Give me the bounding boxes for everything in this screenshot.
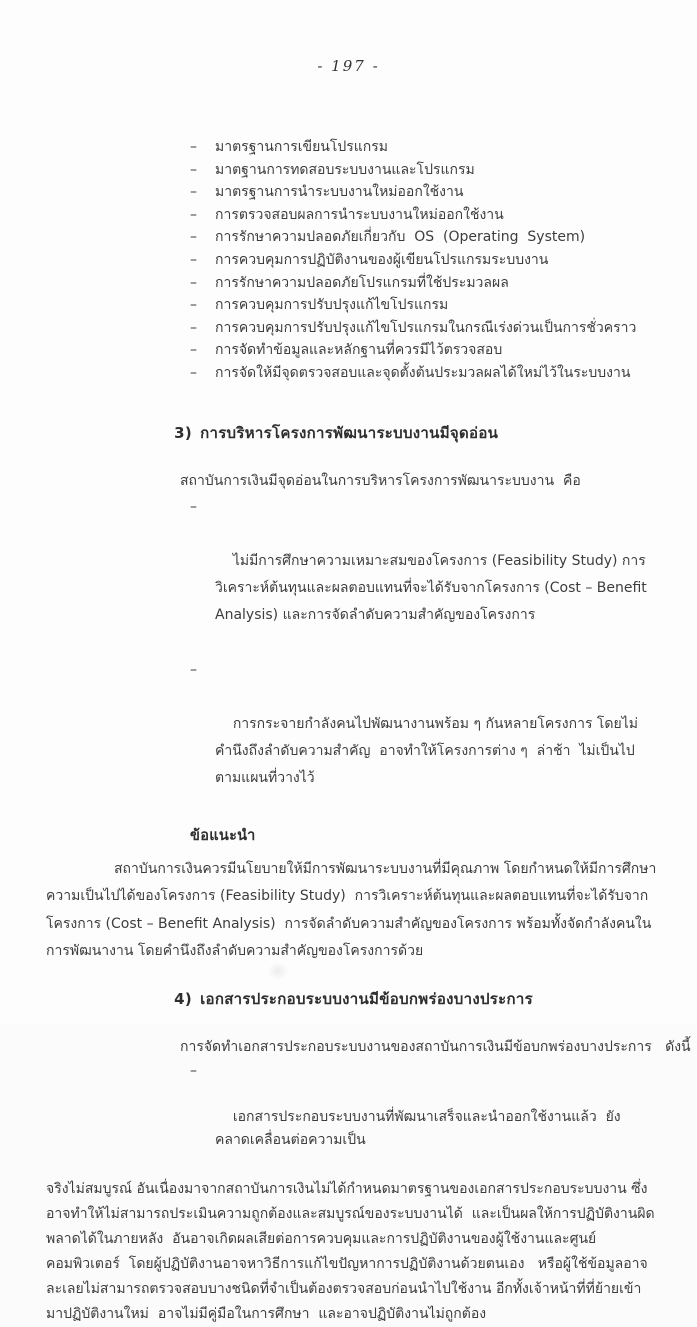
section-3-title: การบริหารโครงการพัฒนาระบบงานมีจุดอ่อน [200,423,499,442]
recommendation-paragraph: สถาบันการเงินควรมีนโยบายให้มีการพัฒนาระบบงานที่มีคุณภาพ โดยกำหนดให้มีการศึกษาความเป็นไปได้ของโครงการ (Feasibility Study) การวิเคราะห์ต้นทุนและผลตอบแทนที่จะได้รับจากโครงการ (Cost – Benefit Analysis) การจัดลำดับความสำคัญของโครงการ พร้อมทั้งจัดกำลังคนในการพัฒนางาน โดยคำนึงถึงลำดับความสำคัญของโครงการด้วย [46,860,657,960]
bullet-dash: – [190,274,197,291]
list-item [190,294,697,317]
list-item [190,339,697,362]
bullet-dash: – [190,161,197,178]
bullet-text: เอกสารประกอบระบบงานที่พัฒนาเสร็จและนำออกใช้งานแล้ว ยังคลาดเคลื่อนต่อความเป็น [215,1108,621,1148]
bullet-dash: – [190,319,197,336]
bullet-dash: – [190,364,197,381]
list-item [190,136,697,159]
list-item [190,272,697,295]
list-item [190,249,697,272]
bullet-dash: – [190,342,197,359]
list-item-text: การควบคุมการปรับปรุงแก้ไขโปรแกรมในกรณีเร่งด่วนเป็นการชั่วคราว [215,319,637,336]
list-item [190,226,697,249]
list-item-text: การรักษาความปลอดภัยโปรแกรมที่ใช้ประมวลผล [215,274,509,291]
list-item [190,159,697,182]
list-item-text: การควบคุมการปฏิบัติงานของผู้เขียนโปรแกรมระบบงาน [215,251,549,268]
list-item-text: มาตรฐานการเขียนโปรแกรม [215,139,389,155]
recommendation-heading: ข้อแนะนำ [190,827,256,844]
list-item-text: การควบคุมการปรับปรุงแก้ไขโปรแกรม [215,297,449,314]
section-4-bullet [190,1060,650,1175]
section-3-bullet-2 [190,657,650,819]
section-4-title: เอกสารประกอบระบบงานมีข้อบกพร่องบางประการ [200,989,533,1008]
bullet-dash: – [190,498,197,515]
standards-checklist [190,136,697,385]
list-item [190,317,697,340]
bullet-dash: – [190,206,197,223]
bullet-dash: – [190,1062,197,1079]
bullet-dash: – [190,251,197,268]
section-4-intro: การจัดทำเอกสารประกอบระบบงานของสถาบันการเงินมีข้อบกพร่องบางประการ ดังนี้ [180,1038,691,1055]
scan-smudge-artifact [268,962,288,980]
bullet-dash: – [190,229,197,246]
section-4-header [152,969,697,1029]
section-3-intro: สถาบันการเงินมีจุดอ่อนในการบริหารโครงการพัฒนาระบบงาน คือ [180,472,581,489]
list-item-text: การตรวจสอบผลการนำระบบงานใหม่ออกใช้งาน [215,206,504,223]
section-3-number: 3) [174,423,192,442]
section-3-bullet-1 [190,494,650,656]
bullet-dash: – [190,297,197,314]
section-4-number: 4) [174,989,192,1008]
section-4-continuation-paragraph: จริงไม่สมบูรณ์ อันเนื่องมาจากสถาบันการเงินไม่ได้กำหนดมาตรฐานของเอกสารประกอบระบบงาน ซึ่งอาจทำให้ไม่สามารถประเมินความถูกต้องและสมบูรณ์ของระบบงานได้ และเป็นผลให้การปฏิบัติงานผิดพลาดได้ในภายหลัง อันอาจเกิดผลเสียต่อการควบคุมและการปฏิบัติงานของผู้ใช้งานและศูนย์คอมพิวเตอร์ โดยผู้ปฏิบัติงานอาจหาวิธีการแก้ไขปัญหาการปฏิบัติงานด้วยตนเอง หรือผู้ใช้ข้อมูลอาจละเลยไม่สามารถตรวจสอบบางชนิดที่จำเป็นต้องตรวจสอบก่อนนำไปใช้งาน อีกทั้งเจ้าหน้าที่ที่ย้ายเข้ามาปฏิบัติงานใหม่ อาจไม่มีคู่มือในการศึกษา และอาจปฏิบัติงานไม่ถูกต้อง [46,1180,655,1322]
list-item-text: การจัดทำข้อมูลและหลักฐานที่ควรมีไว้ตรวจสอบ [215,342,503,359]
bullet-dash: – [190,184,197,201]
list-item-text: มาตรฐานการนำระบบงานใหม่ออกใช้งาน [215,184,464,201]
list-item [190,204,697,227]
list-item [190,362,697,385]
bullet-dash: – [190,661,197,678]
list-item-text: การรักษาความปลอดภัยเกี่ยวกับ OS (Operating System) [215,229,586,246]
section-3-header [152,403,697,463]
page-number: - 197 - [317,57,380,75]
list-item-text: มาตฐานการทดสอบระบบงานและโปรแกรม [215,161,475,178]
bullet-dash: – [190,139,197,155]
bullet-text: การกระจายกำลังคนไปพัฒนางานพร้อม ๆ กันหลายโครงการ โดยไม่คำนึงถึงลำดับความสำคัญ อาจทำให้โครงการต่าง ๆ ล่าช้า ไม่เป็นไปตามแผนที่วางไว้ [215,715,638,786]
list-item-text: การจัดให้มีจุดตรวจสอบและจุดตั้งต้นประมวลผลได้ใหม่ไว้ในระบบงาน [215,364,631,381]
bullet-text: ไม่มีการศึกษาความเหมาะสมของโครงการ (Feasibility Study) การวิเคราะห์ต้นทุนและผลตอบแทนที่จะได้รับจากโครงการ (Cost – Benefit Analysis) และการจัดลำดับความสำคัญของโครงการ [215,552,652,623]
list-item [190,181,697,204]
